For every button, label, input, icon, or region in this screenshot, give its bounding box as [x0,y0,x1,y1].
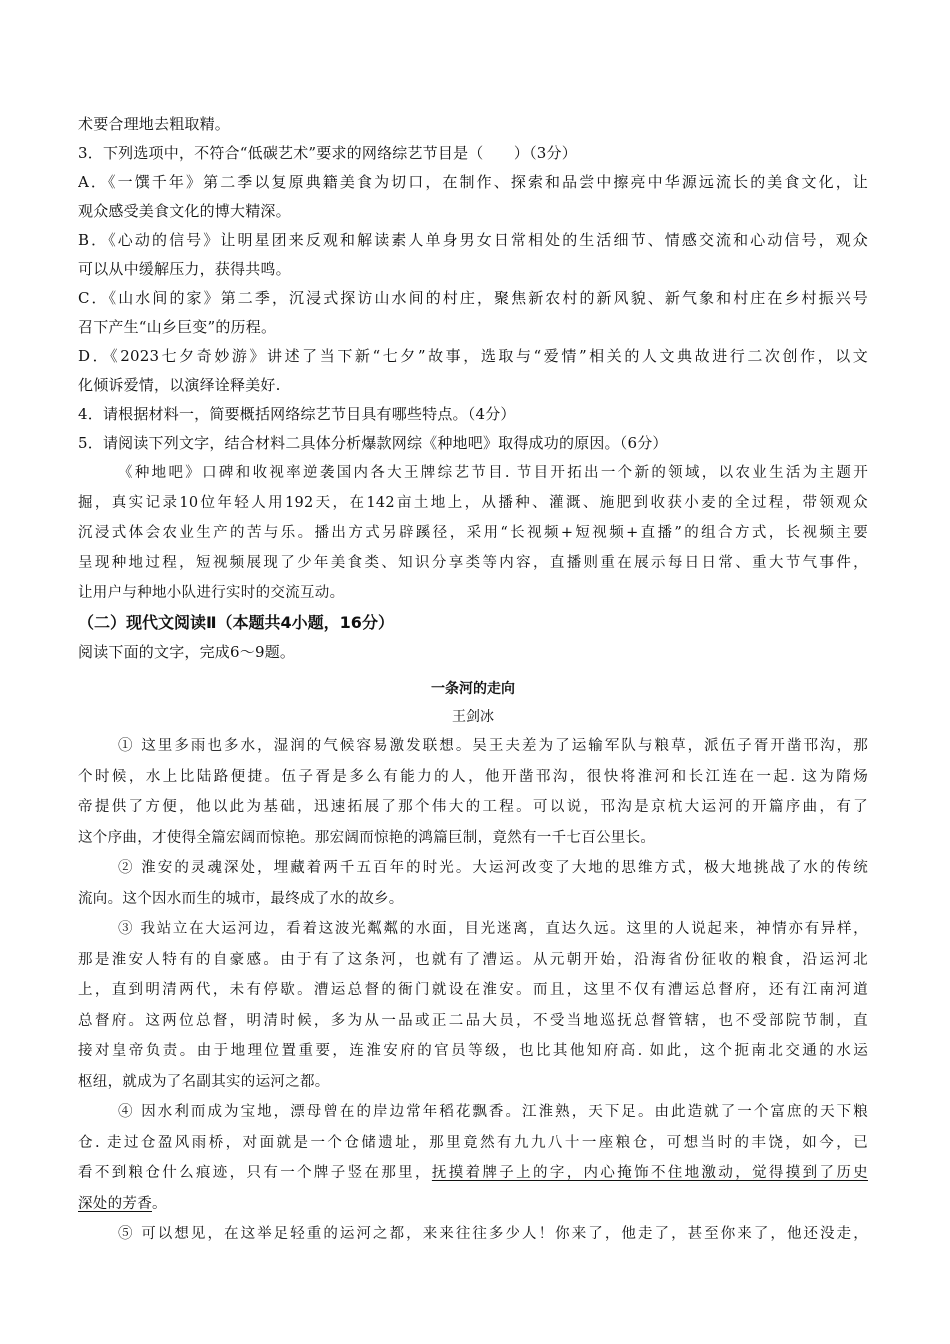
option-a-line-1: A．《一馔千年》第二季以复原典籍美食为切口，在制作、探索和品尝中擦亮中华源远流长的美食文化，让 [78,173,868,191]
option-c-line-1: C．《山水间的家》第二季，沉浸式探访山水间的村庄，聚焦新农村的新风貌、新气象和村庄在乡村振兴号 [78,289,868,307]
paragraph-3-line-4: 总督府。这两位总督，明清时候，多为从一品或正二品大员，不受当地巡抚总督管辖，也不受部院节制，直 [78,1012,868,1029]
option-b-line-2: 可以从中缓解压力，获得共鸣。 [78,260,291,278]
paragraph-1-line-2: 个时候，水上比陆路便捷。伍子胥是多么有能力的人，他开凿邗沟，很快将淮河和长江连在一起. 这为隋炀 [78,768,868,785]
section-heading: （二）现代文阅读Ⅱ（本题共4小题，16分） [78,613,394,632]
option-d-line-2: 化倾诉爱情，以演绎诠释美好. [78,376,281,394]
quote-line-3: 沉浸式体会农业生产的苦与乐。播出方式另辟蹊径，采用“长视频+短视频+直播”的组合方式，长视频主要 [78,525,868,541]
option-b-line-1: B．《心动的信号》让明星团来反观和解读素人单身男女日常相处的生活细节、情感交流和心动信号，观众 [78,231,868,249]
paragraph-2-line-1: ② 淮安的灵魂深处，埋藏着两千五百年的时光。大运河改变了大地的思维方式，极大地挑战了水的传统 [118,860,868,876]
underlined-sentence-end: 深处的芳香 [78,1195,152,1212]
quote-line-1: 《种地吧》口碑和收视率逆袭国内各大王牌综艺节目. 节目开拓出一个新的领域，以农业生活为主题开 [118,465,868,481]
paragraph-4-text: 看不到粮仓什么痕迹，只有一个牌子竖在那里， [78,1165,432,1181]
paragraph-5-line-1: ⑤ 可以想见，在这举足轻重的运河之都，来来往往多少人！你来了，他走了，甚至你来了，他还没走， [118,1226,868,1242]
option-a-line-2: 观众感受美食文化的博大精深。 [78,202,291,220]
question-5: 5．请阅读下列文字，结合材料二具体分析爆款网综《种地吧》取得成功的原因。（6分） [78,434,668,452]
paragraph-4-period: 。 [152,1195,167,1212]
paragraph-3-line-2: 那是淮安人特有的自豪感。由于有了这条河，也就有了漕运。从元朝开始，沿海省份征收的粮食，沿运河北 [78,951,868,968]
reading-instruction: 阅读下面的文字，完成6～9题。 [78,643,296,661]
question-4: 4．请根据材料一，简要概括网络综艺节目具有哪些特点。（4分） [78,405,516,423]
document-page [78,110,868,1250]
paragraph-4-line-2: 仓. 走过仓盈风雨桥，对面就是一个仓储遗址，那里竟然有九九八十一座粮仓，可想当时的丰饶，如今，已 [78,1134,868,1151]
question-3: 3．下列选项中，不符合“低碳艺术”要求的网络综艺节目是（ ）（3分） [78,144,577,162]
quote-line-4: 呈现种地过程，短视频展现了少年美食类、知识分享类等内容，直播则重在展示每日日常、重大节气事件， [78,555,868,571]
paragraph-2-line-2: 流向。这个因水而生的城市，最终成了水的故乡。 [78,890,404,907]
paragraph-4-line-4 [78,1189,868,1220]
paragraph-3-line-5: 接对皇帝负责。由于地理位置重要，连淮安府的官员等级，也比其他知府高. 如此，这个扼南北交通的水运 [78,1043,868,1059]
paragraph-4-line-1: ④ 因水利而成为宝地，漂母曾在的岸边常年稻花飘香。江淮熟，天下足。由此造就了一个富庶的天下粮 [118,1104,868,1120]
underlined-sentence: 抚摸着牌子上的字，内心掩饰不住地激动，觉得摸到了历史 [431,1165,868,1181]
text-line: 术要合理地去粗取精。 [78,115,231,133]
article-title: 一条河的走向 [431,681,515,697]
quote-line-2: 掘，真实记录10位年轻人用192天，在142亩土地上，从播种、灌溉、施肥到收获小麦的全过程，带领观众 [78,495,868,511]
option-c-line-2: 召下产生“山乡巨变”的历程。 [78,318,277,336]
paragraph-1-line-1: ① 这里多雨也多水，湿润的气候容易激发联想。吴王夫差为了运输军队与粮草，派伍子胥开凿邗沟，那 [118,738,868,754]
article-author: 王剑冰 [452,709,494,725]
paragraph-1-line-3: 帝提供了方便，他以此为基础，迅速拓展了那个伟大的工程。可以说，邗沟是京杭大运河的开篇序曲，有了 [78,799,868,815]
paragraph-3-line-1: ③ 我站立在大运河边，看着这波光粼粼的水面，目光迷离，直达久远。这里的人说起来，神情亦有异样， [118,921,868,937]
paragraph-3-line-3: 上，直到明清两代，未有停歇。漕运总督的衙门就设在淮安。而且，这里不仅有漕运总督府，还有江南河道 [78,982,868,998]
paragraph-3-line-6: 枢纽，就成为了名副其实的运河之都。 [78,1073,330,1090]
paragraph-1-line-4: 这个序曲，才使得全篇宏阔而惊艳。那宏阔而惊艳的鸿篇巨制，竟然有一千七百公里长。 [78,829,656,846]
paragraph-4-line-3 [78,1158,868,1189]
quote-line-5: 让用户与种地小队进行实时的交流互动。 [78,585,345,601]
option-d-line-1: D．《2023七夕奇妙游》讲述了当下新“七夕”故事，选取与“爱情”相关的人文典故进行二次创作，以文 [78,347,868,365]
